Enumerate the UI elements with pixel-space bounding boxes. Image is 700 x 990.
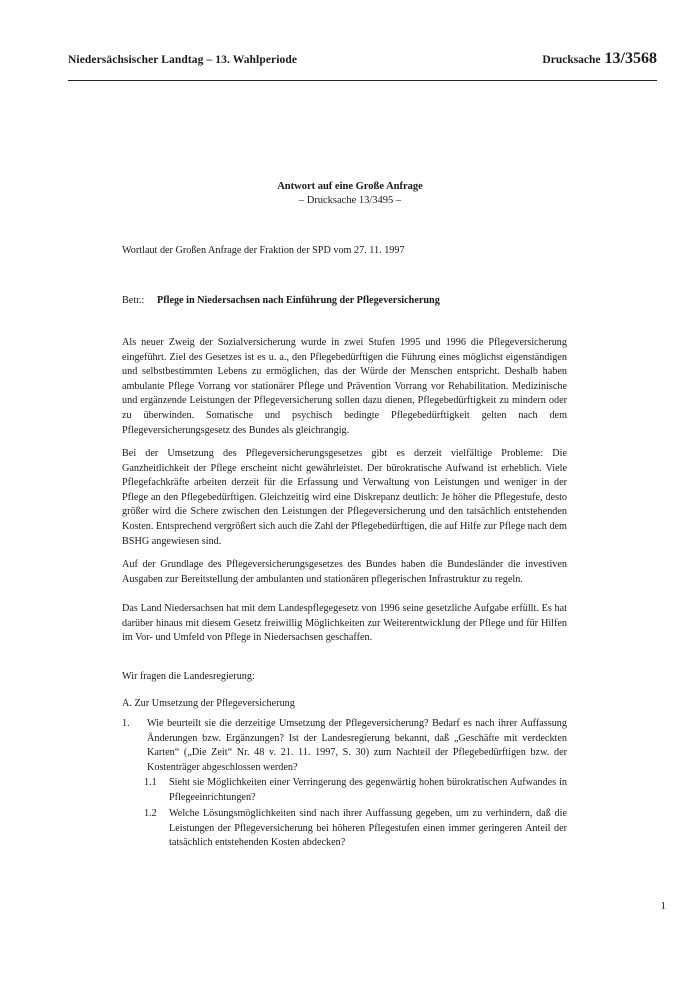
question-text: Welche Lösungsmöglichkeiten sind nach ihrer Auffassung gegeben, um zu verhindern, daß die Leistungen der Pflegeversicherung bei höheren Pflegestufen einen immer geringeren Anteil der tatsächlich entstehenden Kosten abdecken?: [169, 808, 567, 849]
question-1: [122, 717, 567, 775]
paragraph: Auf der Grundlage des Pflegeversicherungsgesetzes des Bundes haben die Bundesländer die investiven Ausgaben zur Bereitstellung der ambulanten und stationären pflegerischen Infrastruktur zu regeln.: [122, 559, 567, 585]
title-block: [0, 180, 700, 208]
header-rule: [68, 80, 657, 81]
intro-line: Wortlaut der Großen Anfrage der Fraktion der SPD vom 27. 11. 1997: [122, 245, 405, 256]
page-header: [68, 50, 657, 72]
question-intro: Wir fragen die Landesregierung:: [122, 671, 255, 682]
subject-label: Betr.:: [122, 295, 145, 306]
question-1-1: [144, 776, 567, 805]
parliament-title: Niedersächsischer Landtag – 13. Wahlperiode: [68, 54, 298, 66]
page-number: 1: [660, 900, 666, 912]
question-number: 1.: [122, 718, 130, 729]
paragraph: Das Land Niedersachsen hat mit dem Landespflegegesetz von 1996 seine gesetzliche Aufgabe erfüllt. Es hat darüber hinaus mit diesem Gesetz freiwillig Möglichkeiten zur Weiterentwicklung der Pflege und für Hilfen im Vor- und Umfeld von Pflege in Niedersachsen geschaffen.: [122, 603, 567, 644]
question-1-2: [144, 807, 567, 851]
document-subtitle: – Drucksache 13/3495 –: [298, 195, 402, 206]
document-number-label: Drucksache: [542, 54, 601, 66]
question-number: 1.1: [144, 777, 157, 788]
paragraph: Bei der Umsetzung des Pflegeversicherungsgesetzes gibt es derzeit vielfältige Probleme: Die Ganzheitlichkeit der Pflege erscheint nicht gewährleistet. Der bürokratische Aufwand ist erheblich. Viele Pflegefachkräfte arbeiten derzeit für die Erfassung und Verwaltung von Leistungen und weniger in der Pflege an den Pflegebedürftigen. Gleichzeitig wird eine Diskrepanz deutlich: Je höher die Pflegestufe, desto größer wird die Schere zwischen den Leistungen der Pflegeversicherung und den tatsächlich entstehenden Kosten. Entsprechend vergrößert sich auch die Zahl der Pflegebedürftigen, die auf Hilfe zur Pflege nach dem BSHG angewiesen sind.: [122, 448, 567, 547]
question-text: Wie beurteilt sie die derzeitige Umsetzung der Pflegeversicherung? Bedarf es nach ihrer Auffassung Änderungen bzw. Ergänzungen? Ist der Landesregierung bekannt, daß „Geschäfte mit verdeckten Karten“ („Die Zeit“ Nr. 48 v. 21. 11. 1997, S. 30) zum Nachteil der Pflegebedürftigen bzw. der Kostenträger abgeschlossen werden?: [147, 718, 567, 773]
document-title: Antwort auf eine Große Anfrage: [277, 181, 423, 192]
subject-text: Pflege in Niedersachsen nach Einführung der Pflegeversicherung: [157, 295, 440, 306]
document-number-value: 13/3568: [604, 50, 657, 67]
section-heading-a: A. Zur Umsetzung der Pflegeversicherung: [122, 698, 295, 709]
document-number: [542, 50, 657, 68]
question-number: 1.2: [144, 808, 157, 819]
subject-line: [122, 294, 567, 309]
question-text: Sieht sie Möglichkeiten einer Verringerung des gegenwärtig hohen bürokratischen Aufwandes in Pflegeeinrichtungen?: [169, 777, 567, 803]
paragraph: Als neuer Zweig der Sozialversicherung wurde in zwei Stufen 1995 und 1996 die Pflegeversicherung eingeführt. Ziel des Gesetzes ist es u. a., den Pflegebedürftigen die Führung eines möglichst eigenständigen und selbstbestimmten Lebens zu ermöglichen, das der Würde der Menschen entspricht. Deshalb haben ambulante Pflege Vorrang vor stationärer Pflege und Prävention Vorrang vor Rehabilitation. Medizinische und ergänzende Leistungen der Pflegeversicherung sollen dazu dienen, Pflegebedürftigkeit zu mindern oder zu überwinden. Somatische und psychisch bedingte Pflegebedürftigkeit gelten nach dem Pflegeversicherungsgesetz des Bundes als gleichrangig.: [122, 337, 567, 436]
